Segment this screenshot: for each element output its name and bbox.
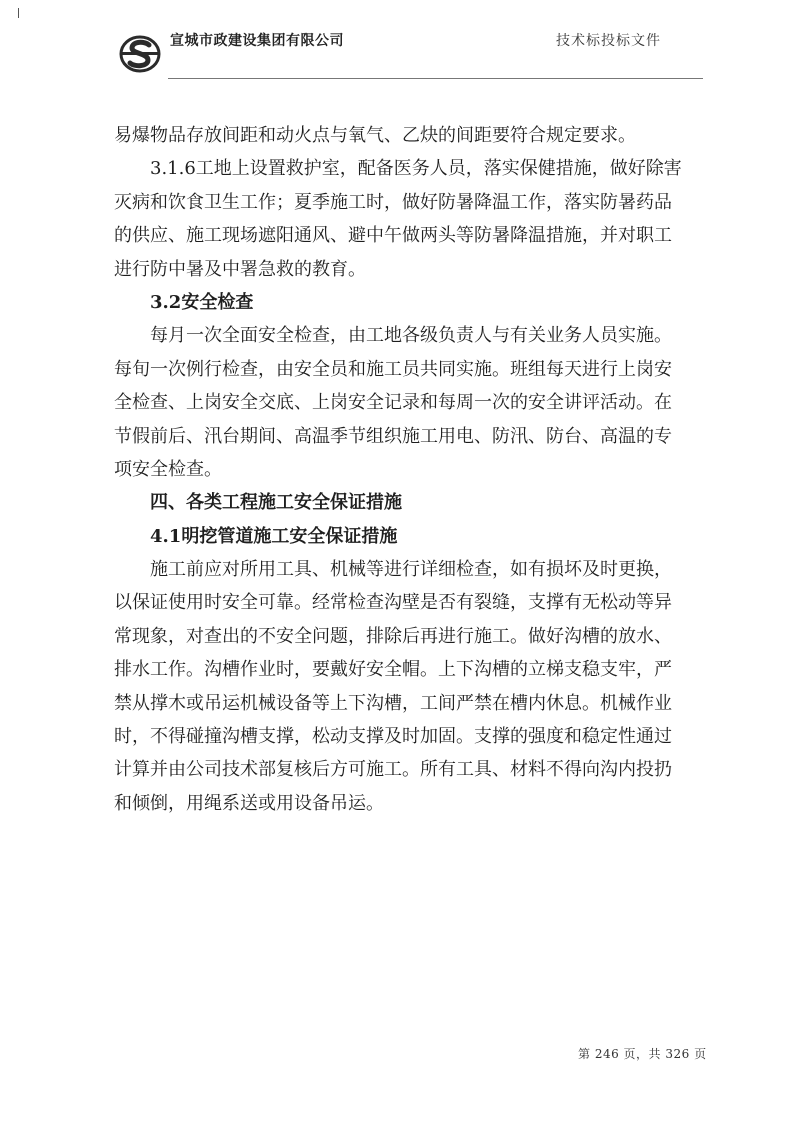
company-logo-icon xyxy=(118,32,162,76)
paragraph-line: 易爆物品存放间距和动火点与氧气、乙炔的间距要符合规定要求。 xyxy=(114,125,636,146)
paragraph-line: 节假前后、汛台期间、高温季节组织施工用电、防汛、防台、高温的专 xyxy=(114,425,672,447)
paragraph-line: 全检查、上岗安全交底、上岗安全记录和每周一次的安全讲评活动。在 xyxy=(114,392,672,414)
paragraph-line: 禁从撑木或吊运机械设备等上下沟槽，工间严禁在槽内休息。机械作业 xyxy=(114,692,672,714)
body-text xyxy=(114,119,714,820)
scan-corner-mark xyxy=(18,8,19,18)
section-heading: 3.2安全检查 xyxy=(150,291,254,313)
paragraph-line: 和倾倒，用绳系送或用设备吊运。 xyxy=(114,792,384,814)
section-heading: 4.1明挖管道施工安全保证措施 xyxy=(150,525,398,547)
paragraph-line: 的供应、施工现场遮阳通风、避中午做两头等防暑降温措施，并对职工 xyxy=(114,225,672,247)
paragraph-line: 项安全检查。 xyxy=(114,458,222,480)
paragraph-line: 3.1.6工地上设置救护室，配备医务人员，落实保健措施，做好除害 xyxy=(150,158,682,180)
paragraph-line: 常现象，对查出的不安全问题，排除后再进行施工。做好沟槽的放水、 xyxy=(114,625,672,647)
paragraph-line: 计算并由公司技术部复核后方可施工。所有工具、材料不得向沟内投扔 xyxy=(114,759,672,781)
paragraph-line: 时，不得碰撞沟槽支撑，松动支撑及时加固。支撑的强度和稳定性通过 xyxy=(114,726,672,748)
paragraph-line: 每月一次全面安全检查，由工地各级负责人与有关业务人员实施。 xyxy=(150,325,672,347)
page-header xyxy=(118,24,703,80)
paragraph-line: 灭病和饮食卫生工作；夏季施工时，做好防暑降温工作，落实防暑药品 xyxy=(114,191,672,213)
paragraph-line: 施工前应对所用工具、机械等进行详细检查，如有损坏及时更换， xyxy=(150,559,672,581)
paragraph-line: 每旬一次例行检查，由安全员和施工员共同实施。班组每天进行上岗安 xyxy=(114,358,672,380)
paragraph-line: 以保证使用时安全可靠。经常检查沟壁是否有裂缝，支撑有无松动等异 xyxy=(114,592,672,614)
paragraph-line: 排水工作。沟槽作业时，要戴好安全帽。上下沟槽的立梯支稳支牢，严 xyxy=(114,659,672,681)
paragraph-line: 进行防中暑及中署急救的教育。 xyxy=(114,258,366,280)
page-number: 第 246 页，共 326 页 xyxy=(578,1047,707,1061)
company-name: 宣城市政建设集团有限公司 xyxy=(170,33,344,49)
section-heading: 四、各类工程施工安全保证措施 xyxy=(150,492,402,514)
header-divider xyxy=(168,78,703,79)
document-type: 技术标投标文件 xyxy=(556,33,661,49)
